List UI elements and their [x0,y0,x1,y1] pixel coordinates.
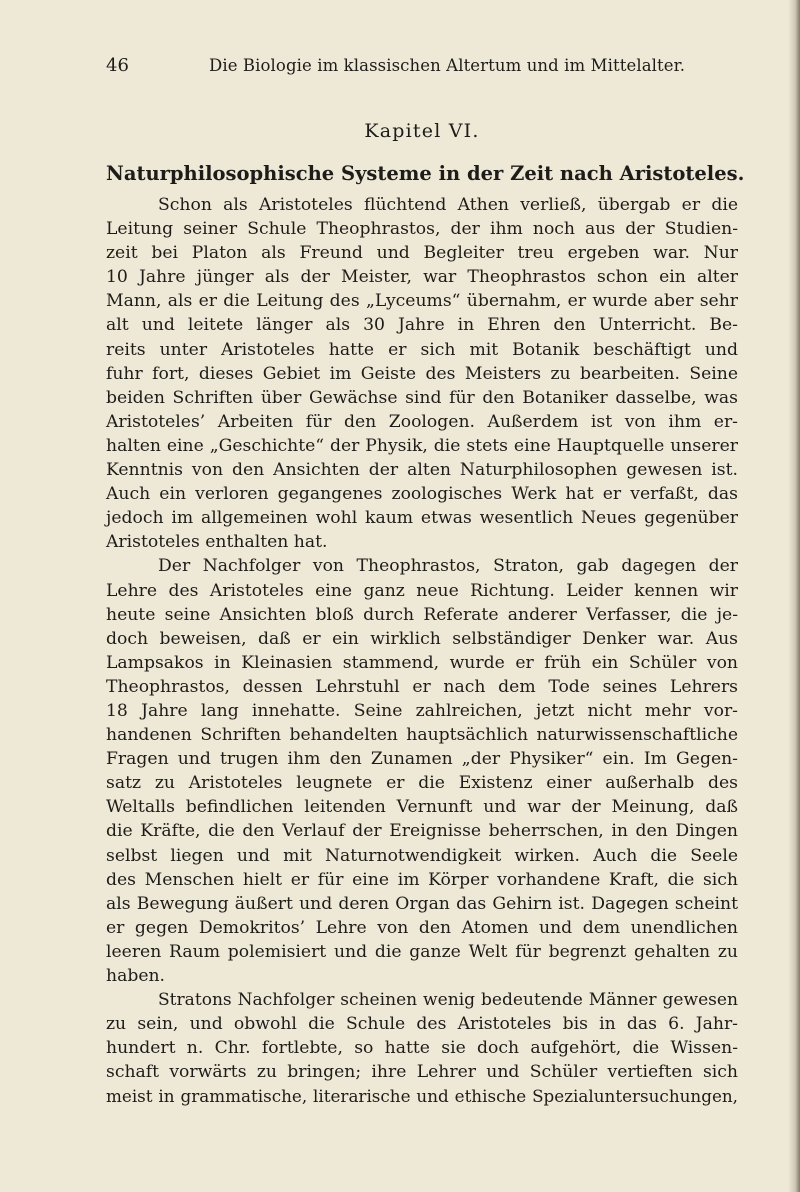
text-line: des Menschen hielt er für eine im Körper vorhandene Kraft, die sich [106,869,738,890]
text-line: hundert n. Chr. fortlebte, so hatte sie doch aufgehört, die Wissen- [106,1038,738,1059]
body-text [106,193,738,1109]
text-line: zu sein, und obwohl die Schule des Aristoteles bis in das 6. Jahr- [106,1014,738,1035]
text-line: Schon als Aristoteles flüchtend Athen verließ, übergab er die [158,195,738,215]
text-line: Auch ein verloren gegangenes zoologisches Werk hat er verfaßt, das [106,484,738,505]
page-number: 46 [106,55,129,76]
text-line: fuhr fort, dieses Gebiet im Geiste des Meisters zu bearbeiten. Seine [106,363,738,384]
text-line: selbst liegen und mit Naturnotwendigkeit wirken. Auch die Seele [106,845,738,866]
running-title: Die Biologie im klassischen Altertum und im Mittelalter. [209,56,686,75]
page-edge-shadow [788,0,800,1192]
text-line: er gegen Demokritos’ Lehre von den Atomen und dem unendlichen [106,917,738,938]
chapter-title: Naturphilosophische Systeme in der Zeit nach Aristoteles. [106,162,745,185]
text-line: 18 Jahre lang innehatte. Seine zahlreichen, jetzt nicht mehr vor- [106,700,738,721]
text-line: Kenntnis von den Ansichten der alten Naturphilosophen gewesen ist. [106,460,738,481]
text-line: Lampsakos in Kleinasien stammend, wurde er früh ein Schüler von [106,652,738,673]
text-line: Aristoteles’ Arbeiten für den Zoologen. Außerdem ist von ihm er- [106,411,738,432]
text-line: handenen Schriften behandelten hauptsächlich naturwissenschaftliche [106,725,738,746]
chapter-label: Kapitel VI. [364,120,480,142]
text-line: die Kräfte, die den Verlauf der Ereignisse beherrschen, in den Dingen [106,821,738,842]
text-line: zeit bei Platon als Freund und Begleiter treu ergeben war. Nur [106,243,738,264]
text-line: reits unter Aristoteles hatte er sich mit Botanik beschäftigt und [106,339,738,360]
text-line: leeren Raum polemisiert und die ganze Welt für begrenzt gehalten zu [106,941,738,962]
text-line: doch beweisen, daß er ein wirklich selbständiger Denker war. Aus [106,628,738,649]
text-line: 10 Jahre jünger als der Meister, war Theophrastos schon ein alter [106,267,738,288]
text-line: als Bewegung äußert und deren Organ das Gehirn ist. Dagegen scheint [106,893,738,914]
text-line: Theophrastos, dessen Lehrstuhl er nach dem Tode seines Lehrers [106,676,738,697]
text-line: Stratons Nachfolger scheinen wenig bedeutende Männer gewesen [158,990,738,1011]
text-line: Lehre des Aristoteles eine ganz neue Richtung. Leider kennen wir [106,580,738,601]
text-line: Fragen und trugen ihm den Zunamen „der Physiker“ ein. Im Gegen- [106,749,738,770]
text-line: alt und leitete länger als 30 Jahre in Ehren den Unterricht. Be- [106,315,738,336]
text-line: beiden Schriften über Gewächse sind für den Botaniker dasselbe, was [106,387,738,408]
text-line: satz zu Aristoteles leugnete er die Existenz einer außerhalb des [106,773,738,794]
text-line: heute seine Ansichten bloß durch Referate anderer Verfasser, die je- [106,604,738,625]
text-line: Aristoteles enthalten hat. [106,532,328,553]
text-line: Weltalls befindlichen leitenden Vernunft und war der Meinung, daß [106,797,738,818]
text-line: halten eine „Geschichte“ der Physik, die stets eine Hauptquelle unserer [106,435,738,456]
text-line: jedoch im allgemeinen wohl kaum etwas wesentlich Neues gegenüber [106,508,738,529]
text-line: schaft vorwärts zu bringen; ihre Lehrer und Schüler vertieften sich [106,1062,738,1083]
text-line: Leitung seiner Schule Theophrastos, der ihm noch aus der Studien- [106,219,738,240]
text-line: haben. [106,966,166,986]
text-line: Mann, als er die Leitung des „Lyceums“ übernahm, er wurde aber sehr [106,291,738,312]
text-line: meist in grammatische, literarische und ethische Spezialuntersuchungen, [106,1086,738,1107]
running-header [106,52,738,80]
text-line: Der Nachfolger von Theophrastos, Straton, gab dagegen der [158,556,738,577]
